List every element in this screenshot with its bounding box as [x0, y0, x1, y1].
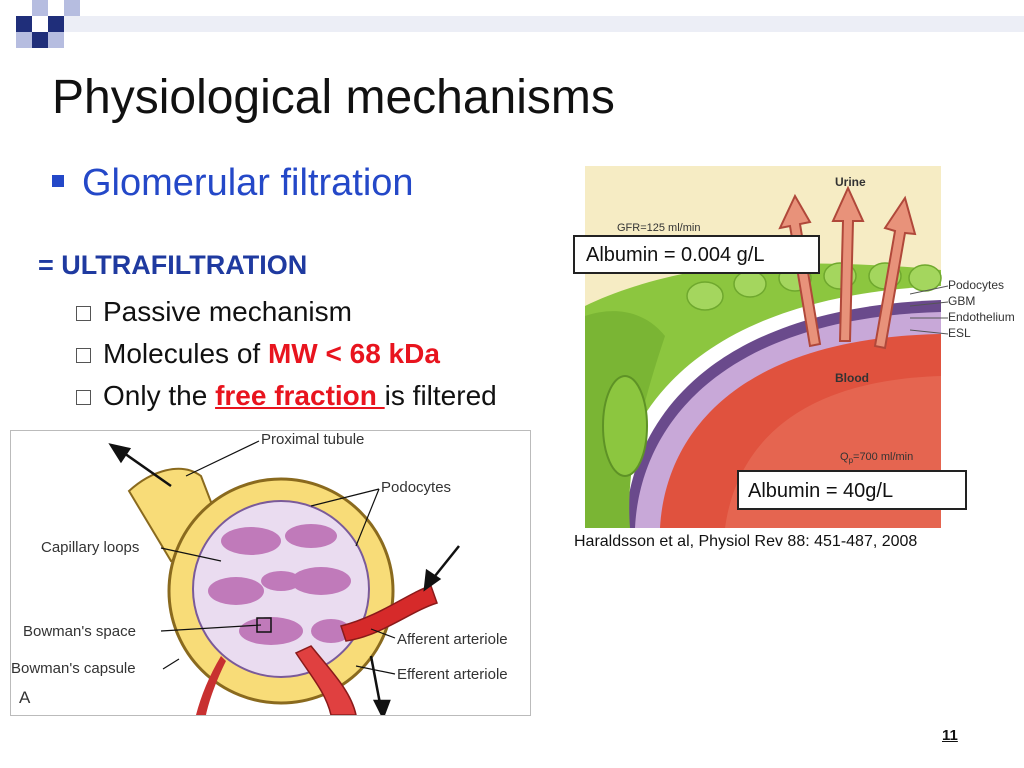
sub-item-text: Molecules of: [103, 338, 268, 369]
glomerulus-figure: [10, 430, 531, 716]
free-fraction-highlight: free fraction: [215, 380, 385, 411]
sub-item-passive: [76, 296, 352, 328]
bowmans-space-label: Bowman's space: [23, 623, 136, 640]
hollow-square-bullet-icon: [76, 348, 91, 363]
hollow-square-bullet-icon: [76, 390, 91, 405]
mw-highlight: MW < 68 kDa: [267, 338, 440, 369]
bowmans-capsule-label: Bowman's capsule: [11, 660, 136, 677]
label-endothelium: Endothelium: [948, 310, 1015, 324]
blood-label: Blood: [835, 371, 869, 385]
gfr-label: GFR=125 ml/min: [617, 222, 701, 234]
sub-item-molecules: [76, 338, 440, 370]
capillary-loops-label: Capillary loops: [41, 539, 140, 556]
label-esl: ESL: [948, 326, 971, 340]
sub-item-free-fraction: [76, 380, 497, 412]
sub-item-text-suffix: is filtered: [384, 380, 497, 411]
square-bullet-icon: [52, 175, 64, 187]
ultrafiltration-heading: = ULTRAFILTRATION: [38, 250, 308, 280]
proximal-tubule-label: Proximal tubule: [261, 431, 365, 448]
label-podocytes: Podocytes: [948, 278, 1005, 292]
header-decoration-square: [32, 0, 48, 16]
header-decoration-square: [16, 16, 32, 32]
header-decoration-square: [48, 32, 64, 48]
qp-label: $Q_p=700$ ml/min: [840, 451, 914, 465]
podocytes-label: Podocytes: [381, 479, 452, 496]
albumin-urine-callout: Albumin = 0.004 g/L: [573, 235, 820, 274]
label-gbm: GBM: [948, 294, 976, 308]
bullet-text: Glomerular filtration: [82, 162, 414, 204]
slide-title: Physiological mechanisms: [52, 71, 615, 124]
layer-labels: [948, 277, 1015, 341]
header-decoration-square: [64, 0, 80, 16]
bullet-glomerular-filtration: [52, 162, 414, 205]
header-decoration-square: [32, 32, 48, 48]
podocyte-nucleus: [603, 376, 647, 476]
citation: Haraldsson et al, Physiol Rev 88: 451-487, 2008: [574, 533, 918, 550]
page-number: 11: [942, 727, 958, 744]
header-decoration-square: [16, 32, 32, 48]
hollow-square-bullet-icon: [76, 306, 91, 321]
layer-label-leaders: [910, 280, 950, 350]
panel-letter: A: [19, 688, 31, 707]
header-decoration-square: [48, 16, 64, 32]
efferent-arteriole-label: Efferent arteriole: [397, 666, 508, 683]
afferent-arteriole-label: Afferent arteriole: [397, 631, 508, 648]
header-decoration-bar: [64, 16, 1024, 32]
sub-item-text: Passive mechanism: [103, 296, 352, 327]
sub-item-text: Only the: [103, 380, 216, 411]
urine-label: Urine: [835, 175, 866, 189]
albumin-blood-callout: Albumin = 40g/L: [737, 470, 967, 510]
